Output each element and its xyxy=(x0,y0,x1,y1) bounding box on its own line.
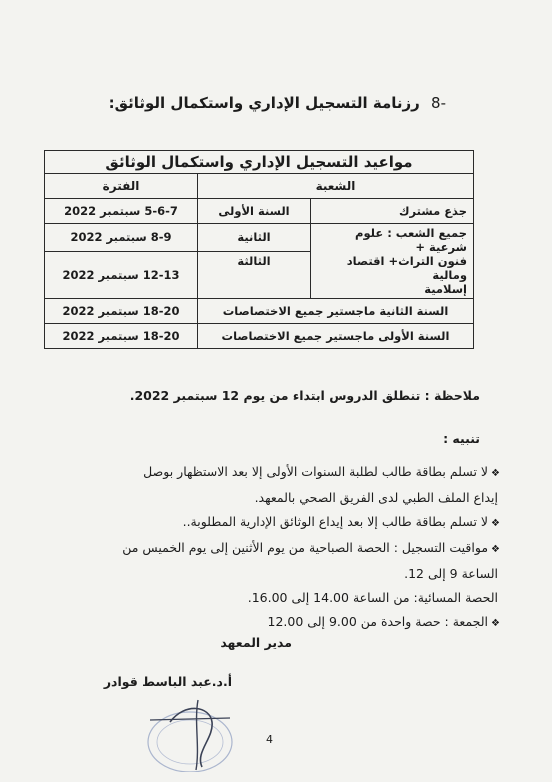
stamp-signature-icon xyxy=(140,692,250,772)
director-title: مدير المعهد xyxy=(220,635,292,650)
list-item xyxy=(70,510,500,536)
list-item-text: لا تسلم بطاقة طالب لطلبة السنوات الأولى إلا بعد الاستظهار بوصل xyxy=(143,464,489,479)
cell-period: 12-13 سبتمبر 2022 xyxy=(45,251,198,298)
section-title: رزنامة التسجيل الإداري واستكمال الوثائق: xyxy=(108,94,420,112)
table-row xyxy=(45,324,474,349)
list-item-text: لا تسلم بطاقة طالب إلا بعد إيداع الوثائق الإدارية المطلوبة.. xyxy=(182,514,489,529)
cell-branch-line: جميع الشعب : علوم شرعية + xyxy=(355,226,467,254)
table-row xyxy=(45,224,474,252)
list-item-text: مواقيت التسجيل : الحصة الصباحية من يوم الأثنين إلى يوم الخميس من xyxy=(122,540,489,555)
section-number: -8 xyxy=(431,94,446,112)
note-text: ملاحظة : تنطلق الدروس ابتداء من يوم 12 سبتمبر 2022. xyxy=(129,388,480,403)
header-period: الفترة xyxy=(45,174,198,199)
star-bullet-icon: ❖ xyxy=(491,468,500,479)
section-heading xyxy=(109,94,446,112)
cell-period: 18-20 سبتمبر 2022 xyxy=(45,324,198,349)
list-item-continuation: الحصة المسائية: من الساعة 14.00 إلى 16.00. xyxy=(247,590,498,605)
cell-branch: السنة الأولى ماجستير جميع الاختصاصات xyxy=(198,324,474,349)
cell-period: 8-9 سبتمبر 2022 xyxy=(45,224,198,252)
star-bullet-icon: ❖ xyxy=(491,618,500,629)
list-item xyxy=(70,610,500,636)
cell-period: 18-20 سبتمبر 2022 xyxy=(45,299,198,324)
star-bullet-icon: ❖ xyxy=(491,544,500,555)
cell-branch-line: فنون التراث+ اقتصاد ومالية xyxy=(346,254,467,282)
list-item-continuation: الساعة 9 إلى 12. xyxy=(404,566,498,581)
list-item-text: الجمعة : حصة واحدة من 9.00 إلى 12.00 xyxy=(267,614,489,629)
table-title: مواعيد التسجيل الإداري واستكمال الوثائق xyxy=(45,151,474,174)
cell-year: الثالثة xyxy=(198,251,311,298)
list-item xyxy=(70,536,500,562)
warning-list xyxy=(70,460,500,636)
cell-year: السنة الأولى xyxy=(198,199,311,224)
list-item xyxy=(70,460,500,486)
director-name: أ.د.عبد الباسط قوادر xyxy=(103,674,232,689)
header-branch: الشعبة xyxy=(198,174,474,199)
cell-branch-line: إسلامية xyxy=(424,282,467,296)
cell-branch: جذع مشترك xyxy=(311,199,474,224)
page-number: 4 xyxy=(266,733,273,746)
cell-period: 5-6-7 سبتمبر 2022 xyxy=(45,199,198,224)
list-item-continuation: إيداع الملف الطبي لدى الفريق الصحي بالمعهد. xyxy=(254,490,498,505)
registration-schedule-table xyxy=(44,150,474,349)
table-row xyxy=(45,199,474,224)
star-bullet-icon: ❖ xyxy=(491,518,500,529)
table-row xyxy=(45,299,474,324)
cell-year: الثانية xyxy=(198,224,311,252)
cell-branch xyxy=(311,224,474,299)
warning-title: تنبيه : xyxy=(443,431,480,446)
cell-branch: السنة الثانية ماجستير جميع الاختصاصات xyxy=(198,299,474,324)
